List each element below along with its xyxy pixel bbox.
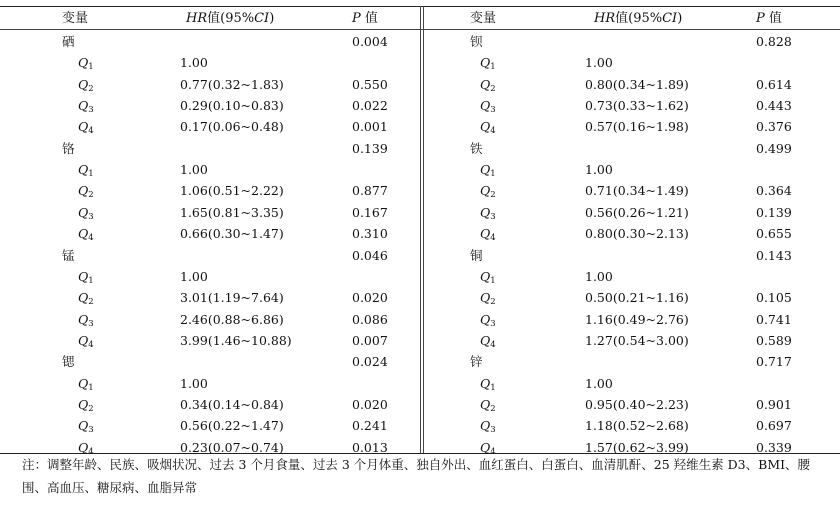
hazard-ratio-cell: 1.00 [180, 55, 208, 71]
hazard-ratio-cell: 1.57(0.62~3.99) [585, 439, 689, 455]
hazard-ratio-cell: 0.57(0.16~1.98) [585, 119, 689, 135]
quartile-label [480, 309, 496, 330]
quartile-label [480, 287, 496, 308]
element-p-trend: 0.139 [352, 140, 388, 156]
p-value-cell: 0.022 [352, 98, 388, 114]
quartile-index: 3 [490, 425, 496, 436]
hazard-ratio-cell: 0.71(0.34~1.49) [585, 183, 689, 199]
hazard-ratio-cell: 0.95(0.40~2.23) [585, 396, 689, 412]
table-footnote: 注：调整年龄、民族、吸烟状况、过去 3 个月食量、过去 3 个月体重、独自外出、血红蛋白、白蛋白、血清肌酐、25 羟维生素 D3、BMI、腰围、高血压、糖尿病、血脂异常 [22, 457, 811, 495]
hazard-ratio-cell: 0.80(0.34~1.89) [585, 76, 689, 92]
quartile-index: 1 [88, 169, 94, 180]
quartile-letter: Q [78, 98, 89, 114]
element-p-trend: 0.717 [756, 354, 792, 370]
quartile-letter: Q [78, 268, 89, 284]
hazard-ratio-cell: 1.00 [585, 268, 613, 284]
hazard-ratio-cell: 1.27(0.54~3.00) [585, 332, 689, 348]
p-value-cell: 0.105 [756, 290, 792, 306]
quartile-label [78, 287, 94, 308]
p-value-cell: 0.901 [756, 396, 792, 412]
header-p-left: P 值 [352, 11, 378, 26]
column-divider-a [420, 6, 421, 453]
quartile-index: 3 [88, 425, 94, 436]
element-p-trend: 0.024 [352, 354, 388, 370]
quartile-letter: Q [78, 418, 89, 434]
quartile-letter: Q [480, 396, 491, 412]
p-value-cell: 0.697 [756, 418, 792, 434]
element-name: 锰 [62, 247, 75, 263]
quartile-index: 3 [88, 105, 94, 116]
quartile-index: 3 [88, 211, 94, 222]
quartile-index: 2 [490, 403, 496, 414]
quartile-letter: Q [480, 311, 491, 327]
quartile-label [78, 95, 94, 116]
quartile-index: 1 [490, 62, 496, 73]
element-name: 硒 [62, 34, 75, 49]
hazard-ratio-cell: 0.66(0.30~1.47) [180, 226, 284, 242]
quartile-label [78, 415, 94, 436]
hazard-ratio-cell: 1.00 [180, 162, 208, 178]
quartile-label [480, 180, 496, 201]
quartile-index: 1 [88, 275, 94, 286]
quartile-letter: Q [480, 439, 491, 455]
p-value-cell: 0.877 [352, 183, 388, 199]
hazard-ratio-cell: 1.18(0.52~2.68) [585, 418, 689, 434]
hazard-ratio-cell: 2.46(0.88~6.86) [180, 311, 284, 327]
quartile-letter: Q [480, 183, 491, 199]
quartile-letter: Q [78, 439, 89, 455]
quartile-label [480, 159, 496, 180]
quartile-index: 4 [490, 446, 496, 457]
hazard-ratio-cell: 1.00 [180, 268, 208, 284]
hazard-ratio-cell: 0.23(0.07~0.74) [180, 439, 284, 455]
quartile-label [480, 116, 496, 137]
header-variable-right: 变量 [470, 11, 497, 26]
quartile-letter: Q [78, 204, 89, 220]
quartile-index: 2 [88, 190, 94, 201]
p-value-cell: 0.167 [352, 204, 388, 220]
quartile-label [78, 309, 94, 330]
p-value-cell: 0.020 [352, 396, 388, 412]
p-value-cell: 0.020 [352, 290, 388, 306]
quartile-letter: Q [480, 162, 491, 178]
hazard-ratio-cell: 1.00 [585, 375, 613, 391]
quartile-index: 1 [490, 275, 496, 286]
quartile-label [480, 415, 496, 436]
quartile-letter: Q [480, 268, 491, 284]
quartile-label [480, 202, 496, 223]
quartile-index: 4 [490, 233, 496, 244]
quartile-letter: Q [78, 311, 89, 327]
p-value-cell: 0.001 [352, 119, 388, 135]
quartile-label [480, 223, 496, 244]
quartile-letter: Q [78, 290, 89, 306]
quartile-index: 4 [88, 233, 94, 244]
quartile-label [78, 223, 94, 244]
p-value-cell: 0.364 [756, 183, 792, 199]
quartile-index: 3 [88, 318, 94, 329]
p-value-cell: 0.741 [756, 311, 792, 327]
quartile-index: 4 [490, 339, 496, 350]
quartile-index: 1 [490, 382, 496, 393]
p-value-cell: 0.443 [756, 98, 792, 114]
hazard-ratio-cell: 0.77(0.32~1.83) [180, 76, 284, 92]
quartile-label [78, 394, 94, 415]
column-divider-b [423, 6, 424, 453]
quartile-letter: Q [480, 119, 491, 135]
element-name: 铬 [62, 140, 75, 156]
quartile-label [480, 74, 496, 95]
quartile-label [480, 266, 496, 287]
element-p-trend: 0.828 [756, 34, 792, 49]
quartile-index: 1 [490, 169, 496, 180]
quartile-index: 2 [88, 83, 94, 94]
p-value-cell: 0.376 [756, 119, 792, 135]
quartile-label [480, 394, 496, 415]
hazard-ratio-cell: 0.50(0.21~1.16) [585, 290, 689, 306]
element-name: 钡 [470, 34, 483, 49]
element-name: 锶 [62, 354, 75, 370]
hazard-ratio-cell: 1.16(0.49~2.76) [585, 311, 689, 327]
quartile-index: 2 [490, 297, 496, 308]
quartile-label [78, 330, 94, 351]
quartile-letter: Q [78, 183, 89, 199]
quartile-letter: Q [78, 396, 89, 412]
hazard-ratio-cell: 0.56(0.26~1.21) [585, 204, 689, 220]
quartile-label [480, 52, 496, 73]
quartile-index: 4 [88, 126, 94, 137]
quartile-label [78, 202, 94, 223]
p-value-cell: 0.086 [352, 311, 388, 327]
element-name: 铜 [470, 247, 483, 263]
p-value-cell: 0.241 [352, 418, 388, 434]
quartile-index: 2 [88, 403, 94, 414]
quartile-index: 4 [490, 126, 496, 137]
quartile-letter: Q [480, 418, 491, 434]
element-p-trend: 0.004 [352, 34, 388, 49]
quartile-letter: Q [480, 98, 491, 114]
quartile-label [78, 159, 94, 180]
quartile-letter: Q [480, 204, 491, 220]
quartile-letter: Q [480, 332, 491, 348]
header-hr-right: HR值(95%CI) [594, 11, 683, 26]
hazard-ratio-cell: 3.99(1.46~10.88) [180, 332, 292, 348]
quartile-letter: Q [480, 375, 491, 391]
p-value-cell: 0.139 [756, 204, 792, 220]
hazard-ratio-cell: 1.00 [585, 162, 613, 178]
quartile-label [78, 180, 94, 201]
quartile-label [78, 373, 94, 394]
quartile-label [78, 74, 94, 95]
quartile-index: 2 [490, 190, 496, 201]
quartile-letter: Q [78, 162, 89, 178]
hazard-ratio-cell: 1.00 [585, 55, 613, 71]
quartile-letter: Q [480, 226, 491, 242]
quartile-letter: Q [480, 290, 491, 306]
quartile-letter: Q [78, 332, 89, 348]
header-variable-left: 变量 [62, 11, 89, 26]
quartile-index: 4 [88, 339, 94, 350]
hazard-ratio-cell: 0.34(0.14~0.84) [180, 396, 284, 412]
element-name: 锌 [470, 354, 483, 370]
quartile-label [78, 266, 94, 287]
element-p-trend: 0.499 [756, 140, 792, 156]
header-p-right: P 值 [756, 11, 782, 26]
header-hr-left: HR值(95%CI) [186, 11, 275, 26]
hazard-ratio-cell: 3.01(1.19~7.64) [180, 290, 284, 306]
p-value-cell: 0.007 [352, 332, 388, 348]
hazard-ratio-cell: 1.00 [180, 375, 208, 391]
quartile-index: 3 [490, 318, 496, 329]
element-p-trend: 0.143 [756, 247, 792, 263]
hazard-ratio-cell: 1.06(0.51~2.22) [180, 183, 284, 199]
p-value-cell: 0.013 [352, 439, 388, 455]
p-value-cell: 0.655 [756, 226, 792, 242]
quartile-index: 1 [88, 382, 94, 393]
p-value-cell: 0.310 [352, 226, 388, 242]
hazard-ratio-cell: 0.73(0.33~1.62) [585, 98, 689, 114]
quartile-label [78, 52, 94, 73]
quartile-index: 2 [490, 83, 496, 94]
quartile-letter: Q [480, 55, 491, 71]
quartile-letter: Q [78, 76, 89, 92]
hazard-ratio-cell: 1.65(0.81~3.35) [180, 204, 284, 220]
quartile-index: 3 [490, 211, 496, 222]
quartile-index: 1 [88, 62, 94, 73]
p-value-cell: 0.589 [756, 332, 792, 348]
quartile-letter: Q [78, 375, 89, 391]
p-value-cell: 0.339 [756, 439, 792, 455]
hazard-ratio-cell: 0.29(0.10~0.83) [180, 98, 284, 114]
p-value-cell: 0.614 [756, 76, 792, 92]
hazard-ratio-cell: 0.17(0.06~0.48) [180, 119, 284, 135]
hazard-ratio-cell: 0.80(0.30~2.13) [585, 226, 689, 242]
quartile-index: 3 [490, 105, 496, 116]
quartile-letter: Q [480, 76, 491, 92]
quartile-index: 2 [88, 297, 94, 308]
quartile-letter: Q [78, 119, 89, 135]
quartile-letter: Q [78, 55, 89, 71]
element-p-trend: 0.046 [352, 247, 388, 263]
hazard-ratio-cell: 0.56(0.22~1.47) [180, 418, 284, 434]
quartile-label [480, 95, 496, 116]
quartile-label [480, 330, 496, 351]
quartile-label [78, 116, 94, 137]
quartile-label [480, 373, 496, 394]
quartile-index: 4 [88, 446, 94, 457]
p-value-cell: 0.550 [352, 76, 388, 92]
quartile-letter: Q [78, 226, 89, 242]
element-name: 铁 [470, 140, 483, 156]
